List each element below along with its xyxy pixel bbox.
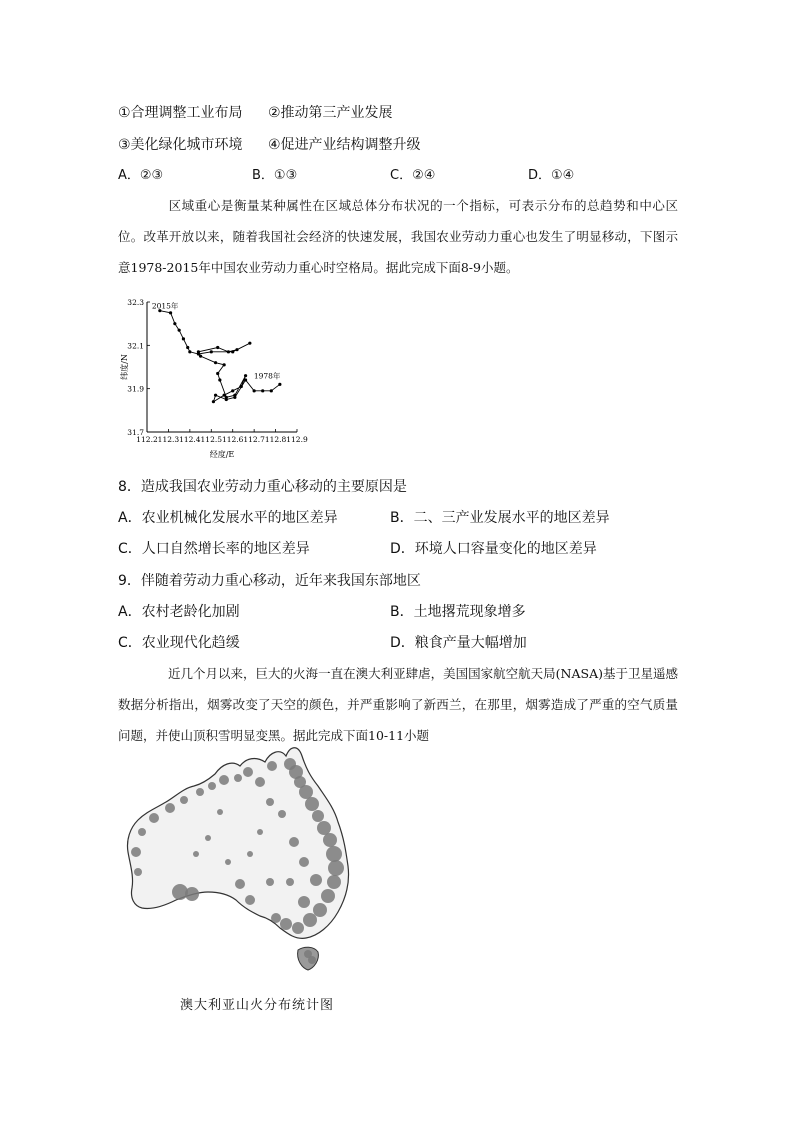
answer-d: D．①④ (528, 168, 575, 183)
x-tick-label: 112.2 (136, 435, 158, 444)
q8-option-d: D．环境人口容量变化的地区差异 (390, 541, 597, 557)
series-point (216, 346, 219, 349)
series-point (233, 394, 236, 397)
q8-option-c: C．人口自然增长率的地区差异 (118, 541, 310, 557)
answer-a: A．②③ (118, 168, 164, 183)
fire-cluster (271, 913, 281, 923)
fire-cluster (292, 922, 304, 934)
q8-stem: 8．造成我国农业劳动力重心移动的主要原因是 (118, 479, 407, 495)
q9-stem: 9．伴随着劳动力重心移动，近年来我国东部地区 (118, 573, 421, 589)
fire-cluster (266, 798, 274, 806)
fire-cluster (305, 797, 319, 811)
fire-cluster (255, 777, 265, 787)
q9-option-b: B．土地撂荒现象增多 (390, 604, 526, 620)
fire-cluster (165, 803, 175, 813)
series-point (186, 346, 189, 349)
x-tick-label: 112.4 (179, 435, 201, 444)
fire-cluster (286, 878, 294, 886)
fire-cluster (298, 896, 310, 908)
fire-cluster (185, 887, 199, 901)
fire-cluster (196, 788, 204, 796)
x-tick-label: 112.3 (157, 435, 180, 444)
q8-option-a: A．农业机械化发展水平的地区差异 (118, 510, 338, 526)
fire-cluster (326, 846, 342, 862)
series-point (188, 350, 191, 353)
q9-option-a: A．农村老龄化加剧 (118, 604, 240, 620)
series-point (278, 383, 281, 386)
series-point (212, 400, 215, 403)
labor-centroid-chart (115, 292, 315, 462)
x-tick-label: 112.9 (286, 435, 308, 444)
series-point (227, 350, 230, 353)
fire-cluster (257, 829, 263, 835)
fire-cluster (310, 874, 322, 886)
fire-cluster (278, 810, 286, 818)
answer-c: C．②④ (390, 168, 436, 183)
y-tick-label: 31.7 (127, 428, 144, 437)
series-point (178, 329, 181, 332)
x-tick-label: 112.5 (200, 435, 223, 444)
series-line (160, 311, 280, 402)
fire-cluster (327, 875, 341, 889)
australia-fire-map (120, 742, 360, 982)
series-point (244, 378, 247, 381)
series-point (214, 361, 217, 364)
fire-cluster (308, 956, 316, 964)
series-point (210, 350, 213, 353)
fire-cluster (312, 810, 324, 822)
fire-cluster (134, 868, 142, 876)
series-point (235, 348, 238, 351)
fire-cluster (235, 879, 245, 889)
fire-cluster (131, 847, 141, 857)
fire-cluster (205, 835, 211, 841)
series-point (270, 389, 273, 392)
fire-cluster (193, 851, 199, 857)
fire-cluster (217, 809, 223, 815)
series-point (182, 337, 185, 340)
series-point (244, 374, 247, 377)
fire-cluster (245, 895, 255, 905)
y-tick-label: 31.9 (127, 384, 144, 394)
series-point (169, 311, 172, 314)
fire-cluster (328, 860, 344, 876)
option-3: ③美化绿化城市环境 (118, 137, 243, 153)
fire-cluster (303, 913, 317, 927)
series-point (218, 378, 221, 381)
fire-cluster (317, 821, 331, 835)
annotation-1978: 1978年 (253, 371, 281, 381)
q9-option-d: D．粮食产量大幅增加 (390, 635, 527, 651)
y-tick-label: 32.1 (127, 341, 144, 351)
series-point (225, 396, 228, 399)
fire-cluster (267, 761, 277, 771)
series-point (216, 372, 219, 375)
fire-cluster (313, 903, 327, 917)
option-1: ①合理调整工业布局 (118, 105, 243, 121)
series-point (223, 363, 226, 366)
option-4: ④促进产业结构调整升级 (268, 137, 421, 153)
series-point (240, 385, 243, 388)
fire-cluster (289, 837, 299, 847)
y-axis-label: 纬度/N (120, 354, 129, 380)
passage-australia-fires: 近几个月以来，巨大的火海一直在澳大利亚肆虐，美国国家航空航天局(NASA)基于卫星遥感数据分析指出，烟雾改变了天空的颜色，并严重影响了新西兰，在那里，烟雾造成了严重的空气质量问题，并使山顶积雪明显变黑。据此完成下面10-11小题 (118, 666, 678, 743)
q8-option-b: B．二、三产业发展水平的地区差异 (390, 510, 610, 526)
map-caption: 澳大利亚山火分布统计图 (180, 998, 335, 1013)
fire-cluster (323, 833, 337, 847)
series-point (231, 389, 234, 392)
x-tick-label: 112.7 (243, 435, 265, 444)
series-point (214, 394, 217, 397)
q9-option-c: C．农业现代化趋缓 (118, 635, 240, 651)
fire-cluster (208, 782, 216, 790)
fire-cluster (299, 785, 313, 799)
annotation-2015: 2015年 (151, 301, 179, 311)
fire-cluster (180, 796, 188, 804)
fire-cluster (149, 813, 159, 823)
passage-labor-centroid: 区域重心是衡量某种属性在区域总体分布状况的一个指标，可表示分布的总趋势和中心区位。改革开放以来，随着我国社会经济的快速发展，我国农业劳动力重心也发生了明显移动，下图示意1978-2015年中国农业劳动力重心时空格局。据此完成下面8-9小题。 (118, 198, 678, 275)
x-tick-label: 112.8 (264, 435, 287, 444)
fire-cluster (225, 859, 231, 865)
option-2: ②推动第三产业发展 (268, 105, 393, 121)
fire-cluster (299, 857, 309, 867)
series-point (173, 322, 176, 325)
series-point (253, 389, 256, 392)
fire-cluster (280, 918, 292, 930)
series-point (231, 350, 234, 353)
x-tick-label: 112.6 (221, 435, 244, 444)
series-point (248, 342, 251, 345)
fire-cluster (138, 828, 146, 836)
answer-b: B．①③ (252, 168, 298, 183)
fire-cluster (219, 775, 229, 785)
fire-cluster (243, 767, 253, 777)
fire-cluster (266, 878, 274, 886)
series-point (261, 389, 264, 392)
series-point (197, 352, 200, 355)
fire-cluster (247, 851, 253, 857)
x-axis-label: 经度/E (209, 450, 235, 459)
fire-cluster (321, 889, 335, 903)
fire-cluster (234, 774, 242, 782)
y-tick-label: 32.3 (127, 298, 144, 307)
